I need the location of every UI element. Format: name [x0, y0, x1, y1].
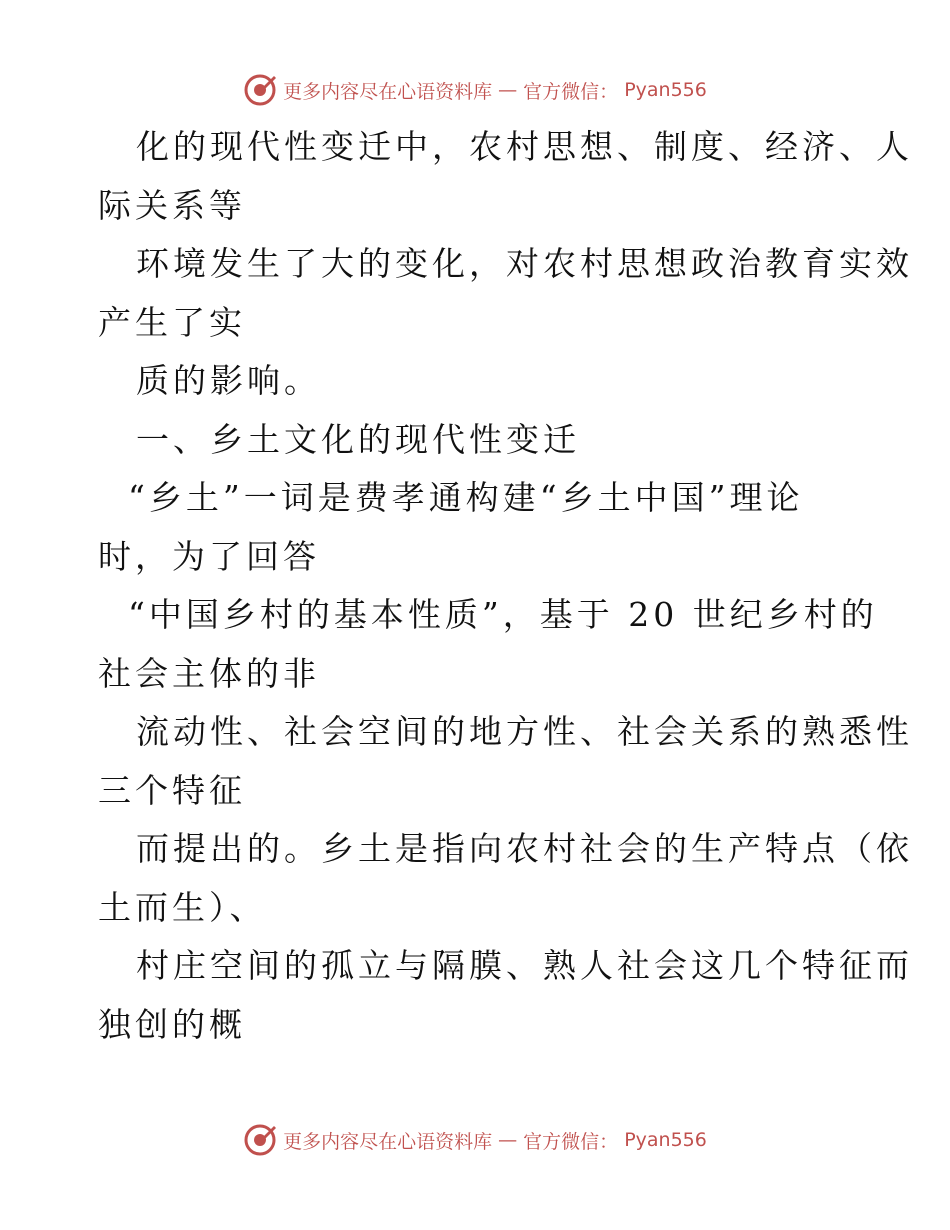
- body-line: 化的现代性变迁中，农村思想、制度、经济、人: [136, 127, 913, 166]
- footer-watermark-banner: [0, 1120, 950, 1160]
- body-line: 环境发生了大的变化，对农村思想政治教育实效: [136, 244, 913, 283]
- body-line: 质的影响。: [136, 361, 321, 400]
- banner-separator: —: [498, 79, 518, 101]
- document-body: [98, 118, 913, 1054]
- body-line: 村庄空间的孤立与隔膜、熟人社会这几个特征而: [136, 946, 913, 985]
- body-line: 产生了实: [98, 302, 246, 342]
- banner-wechat-id: Pyan556: [624, 79, 707, 101]
- banner-separator: —: [498, 1129, 518, 1151]
- brand-logo-icon: [243, 73, 277, 107]
- body-line: 三个特征: [98, 770, 246, 810]
- header-watermark-banner: [0, 70, 950, 110]
- body-line: “乡土”一词是费孝通构建“乡土中国”理论: [128, 478, 804, 517]
- banner-official-label: 官方微信：: [523, 80, 619, 103]
- body-line: 际关系等: [98, 185, 246, 225]
- body-line: 土而生）、: [98, 887, 267, 927]
- banner-main-text: 更多内容尽在心语资料库: [283, 1130, 493, 1153]
- section-heading: 一、乡土文化的现代性变迁: [136, 419, 580, 459]
- body-line: “中国乡村的基本性质”，基于 20 世纪乡村的: [128, 595, 878, 634]
- banner-wechat-id: Pyan556: [624, 1129, 707, 1151]
- body-line: 而提出的。乡土是指向农村社会的生产特点（依: [136, 829, 913, 868]
- body-line: 独创的概: [98, 1004, 246, 1044]
- body-line: 流动性、社会空间的地方性、社会关系的熟悉性: [136, 712, 913, 751]
- brand-logo-icon: [243, 1123, 277, 1157]
- body-line: 时，为了回答: [98, 536, 320, 576]
- banner-official-label: 官方微信：: [523, 1130, 619, 1153]
- banner-main-text: 更多内容尽在心语资料库: [283, 80, 493, 103]
- body-line: 社会主体的非: [98, 653, 320, 693]
